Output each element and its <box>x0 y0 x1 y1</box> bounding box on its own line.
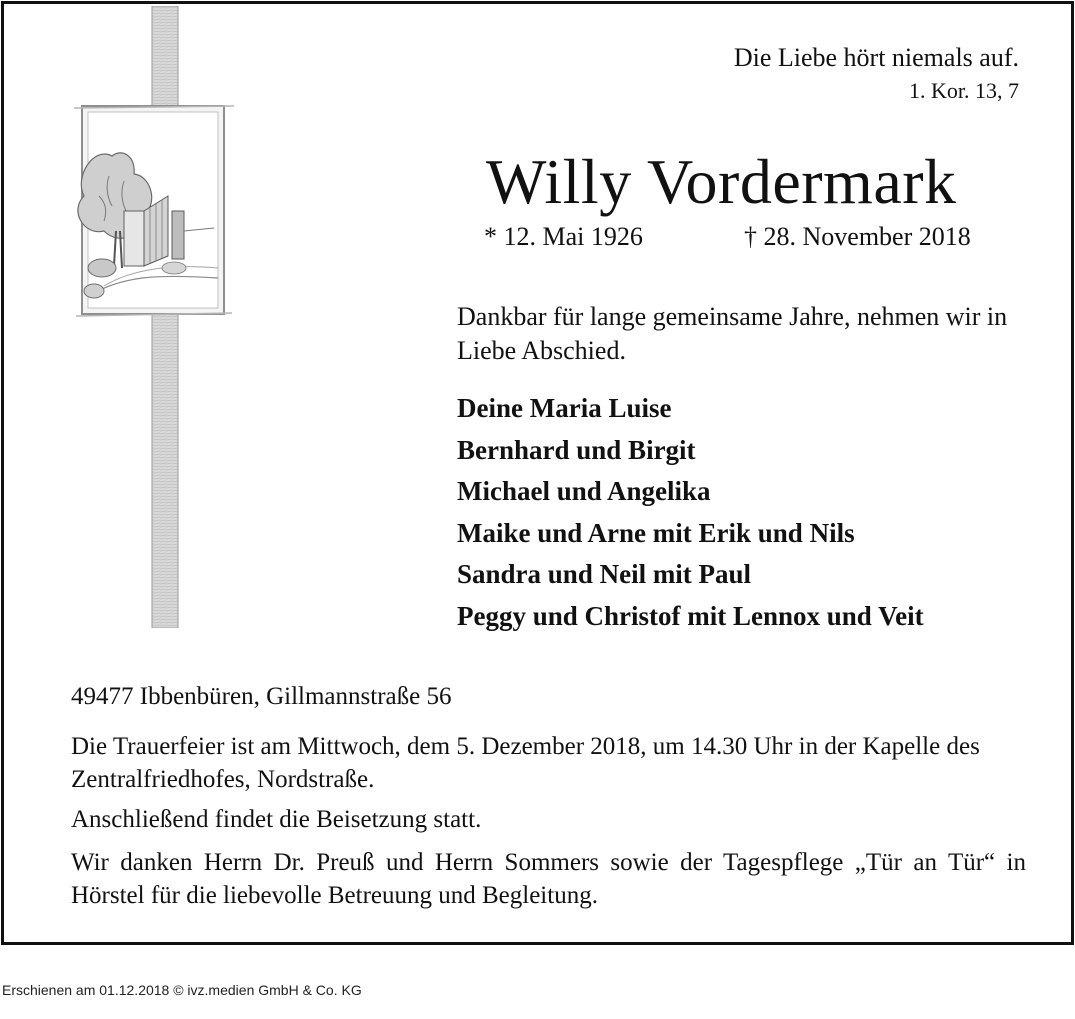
burial-text: Anschließend findet die Beisetzung statt. <box>71 806 482 833</box>
family-member: Sandra und Neil mit Paul <box>457 559 752 590</box>
family-member: Bernhard und Birgit <box>457 434 696 465</box>
family-member: Maike und Arne mit Erik und Nils <box>457 517 855 548</box>
bible-quote-reference: 1. Kor. 13, 7 <box>909 78 1019 103</box>
deceased-name: Willy Vordermark <box>486 146 957 217</box>
bible-quote: Die Liebe hört niemals auf. <box>733 43 1019 72</box>
thanks-text: Dankbar für lange gemeinsame Jahre, nehmen wir in Liebe Abschied. <box>457 302 1008 365</box>
family-member: Deine Maria Luise <box>457 393 672 423</box>
family-address: 49477 Ibbenbüren, Gillmannstraße 56 <box>71 683 452 710</box>
family-member: Michael und Angelika <box>457 476 711 507</box>
cross-with-garden-gate-drawing-icon <box>64 6 244 628</box>
family-list <box>457 388 1057 638</box>
acknowledgement-text: Wir danken Herrn Dr. Preuß und Herrn Sommers sowie der Tagespflege „Tür an Tür“ in Hörstel für die liebevolle Betreuung und Begleitung. <box>71 849 1026 909</box>
death-date: † 28. November 2018 <box>744 222 971 251</box>
family-member: Peggy und Christof mit Lennox und Veit <box>457 600 924 631</box>
birth-date: * 12. Mai 1926 <box>484 222 643 251</box>
obituary-frame <box>1 1 1074 945</box>
publication-footer: Erschienen am 01.12.2018 © ivz.medien GmbH & Co. KG <box>2 982 362 998</box>
funeral-service-text: Die Trauerfeier ist am Mittwoch, dem 5. Dezember 2018, um 14.30 Uhr in der Kapelle des Zentralfriedhofes, Nordstraße. <box>71 733 980 793</box>
